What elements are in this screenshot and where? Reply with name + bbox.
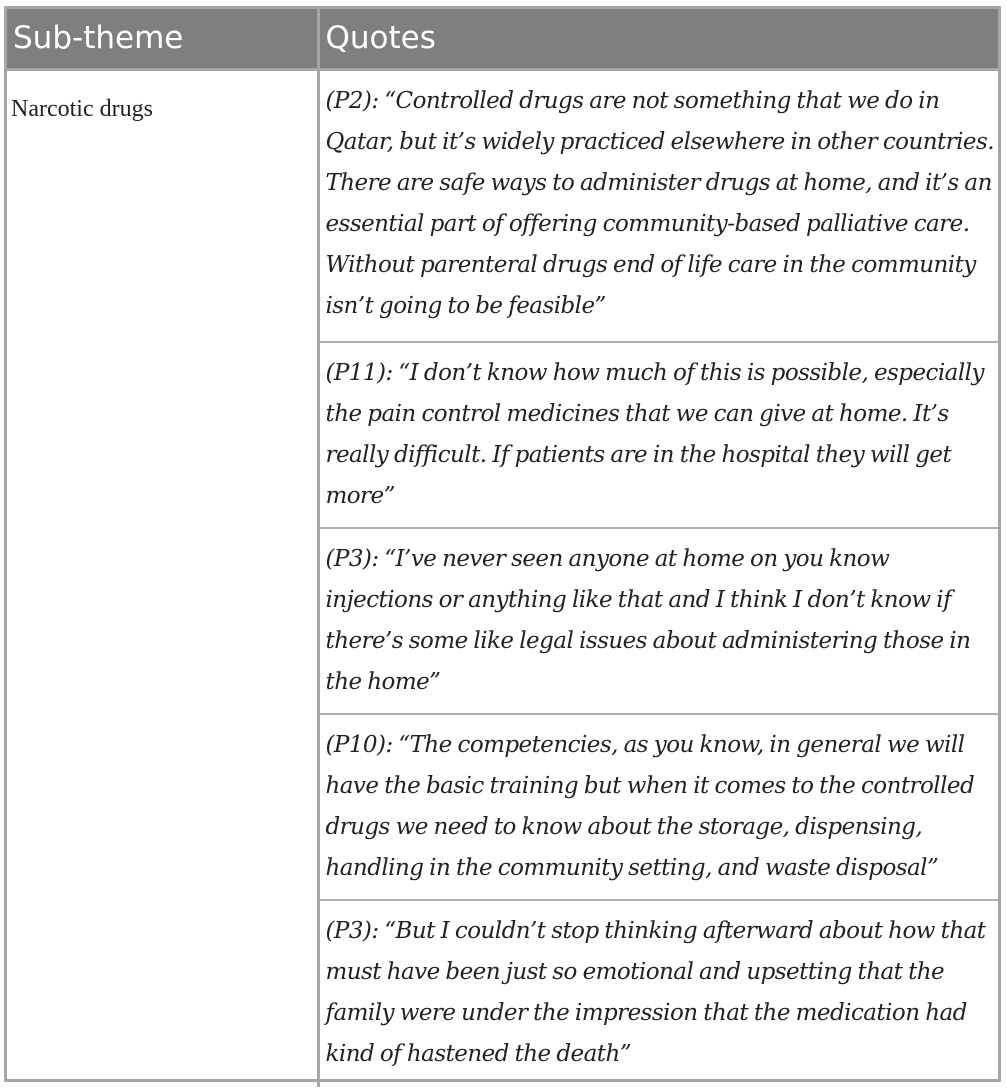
quote-cell: (P3): “But I couldn’t stop thinking afterward about how that must have been just so emotional and upsetting that the family were under the impression that the medication had kind of hastened the death” [325,917,986,1067]
table-header [7,9,998,70]
quote-cell: (P3): “I’ve never seen anyone at home on you know injections or anything like that and I think I don’t know if there’s some like legal issues about administering those in the home” [318,528,998,714]
quote-cell: (P11): “I don’t know how much of this is possible, especially the pain control medicines that we can give at home. It’s really difficult. If patients are in the hospital they will get more” [318,342,998,528]
quotes-table-frame [4,6,1001,1082]
subtheme-cell: Narcotic drugs [7,70,318,1087]
header-quotes: Quotes [318,9,998,70]
quote-cell: (P10): “The competencies, as you know, in general we will have the basic training but when it comes to the controlled drugs we need to know about the storage, dispensing, handling in the community setting, and waste disposal” [318,714,998,900]
table-row [7,70,998,342]
quotes-table [7,9,998,1087]
quote-cell: (P2): “Controlled drugs are not something that we do in Qatar, but it’s widely practiced elsewhere in other countries. There are safe ways to administer drugs at home, and it’s an essential part of offering community-based palliative care. Without parenteral drugs end of life care in the community isn’t going to be feasible” [318,70,998,342]
table-body [7,70,998,1087]
header-subtheme: Sub-theme [7,9,318,70]
header-row [7,9,998,70]
